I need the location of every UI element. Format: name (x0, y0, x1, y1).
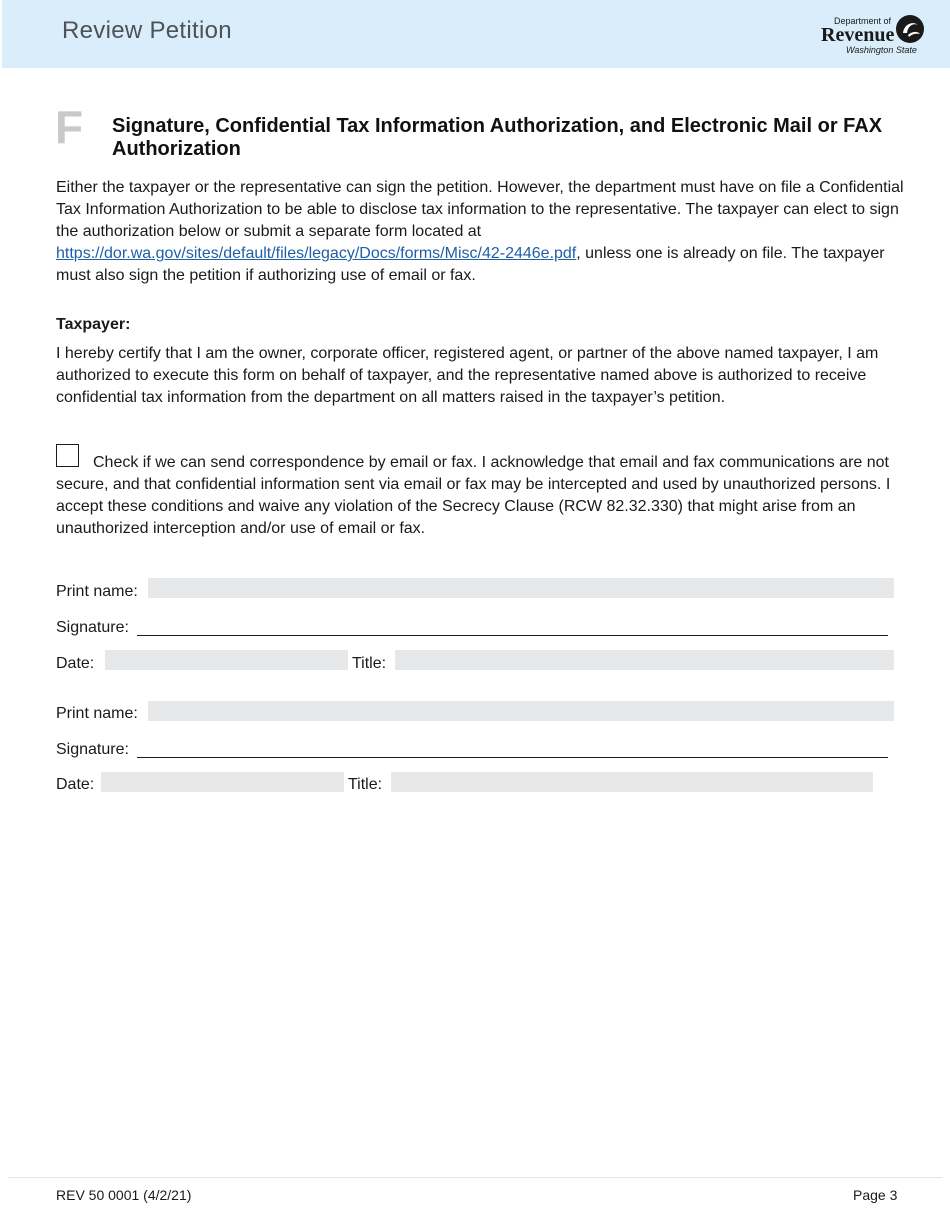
date-field-1[interactable] (105, 650, 348, 670)
print-name-label: Print name: (56, 705, 138, 722)
email-consent-paragraph: Check if we can send correspondence by email or fax. I acknowledge that email and fax communications are not secure, and that confidential information sent via email or fax may be intercepted and used by unauthorized persons. I accept these conditions and waive any violation of the Secrecy Clause (RCW 82.32.330) that might arise from an unauthorized interception and/or use of email or fax. (56, 454, 891, 537)
signature-line-2[interactable] (137, 757, 888, 758)
header-title: Review Petition (62, 17, 232, 44)
print-name-field-1[interactable] (148, 578, 894, 598)
date-label: Date: (56, 776, 95, 793)
revenue-swirl-icon (894, 13, 926, 45)
print-name-label: Print name: (56, 583, 138, 600)
signature-label: Signature: (56, 619, 129, 636)
title-field-1[interactable] (395, 650, 894, 670)
signature-line-1[interactable] (137, 635, 888, 636)
footer-divider (8, 1177, 942, 1178)
intro-text-before: Either the taxpayer or the representative can sign the petition. However, the department must have on file a Confidential Tax Information Authorization to be able to disclose tax information to the representative. The taxpayer can elect to sign the authorization below or submit a separate form located at (56, 179, 904, 240)
intro-text-after: , unless one is already on file. The taxpayer must also sign the petition if authorizing use of email or fax. (56, 245, 885, 284)
page-number: Page 3 (853, 1187, 898, 1203)
print-name-field-2[interactable] (148, 701, 894, 721)
title-label: Title: (348, 776, 383, 793)
authorization-form-link[interactable]: https://dor.wa.gov/sites/default/files/legacy/Docs/forms/Misc/42-2446e.pdf (56, 245, 577, 262)
logo-department-text: Department of (834, 16, 892, 26)
date-field-2[interactable] (101, 772, 344, 792)
certify-paragraph: I hereby certify that I am the owner, corporate officer, registered agent, or partner of the above named taxpayer, I am authorized to execute this form on behalf of taxpayer, and the representative named above is authorized to receive confidential tax information from the department on all matters raised in the taxpayer’s petition. (56, 345, 879, 406)
intro-paragraph (56, 177, 906, 287)
form-id: REV 50 0001 (4/2/21) (56, 1187, 192, 1203)
title-label: Title: (352, 655, 387, 672)
title-field-2[interactable] (391, 772, 873, 792)
page-header (2, 0, 950, 68)
section-letter: F (55, 101, 84, 153)
signature-label: Signature: (56, 741, 129, 758)
section-title: Signature, Confidential Tax Information Authorization, and Electronic Mail or FAX Authorization (112, 115, 883, 160)
date-label: Date: (56, 655, 95, 672)
taxpayer-label: Taxpayer: (56, 316, 131, 333)
logo-state-text: Washington State (846, 45, 917, 55)
dor-logo (820, 13, 930, 57)
logo-revenue-text: Revenue (821, 24, 895, 46)
